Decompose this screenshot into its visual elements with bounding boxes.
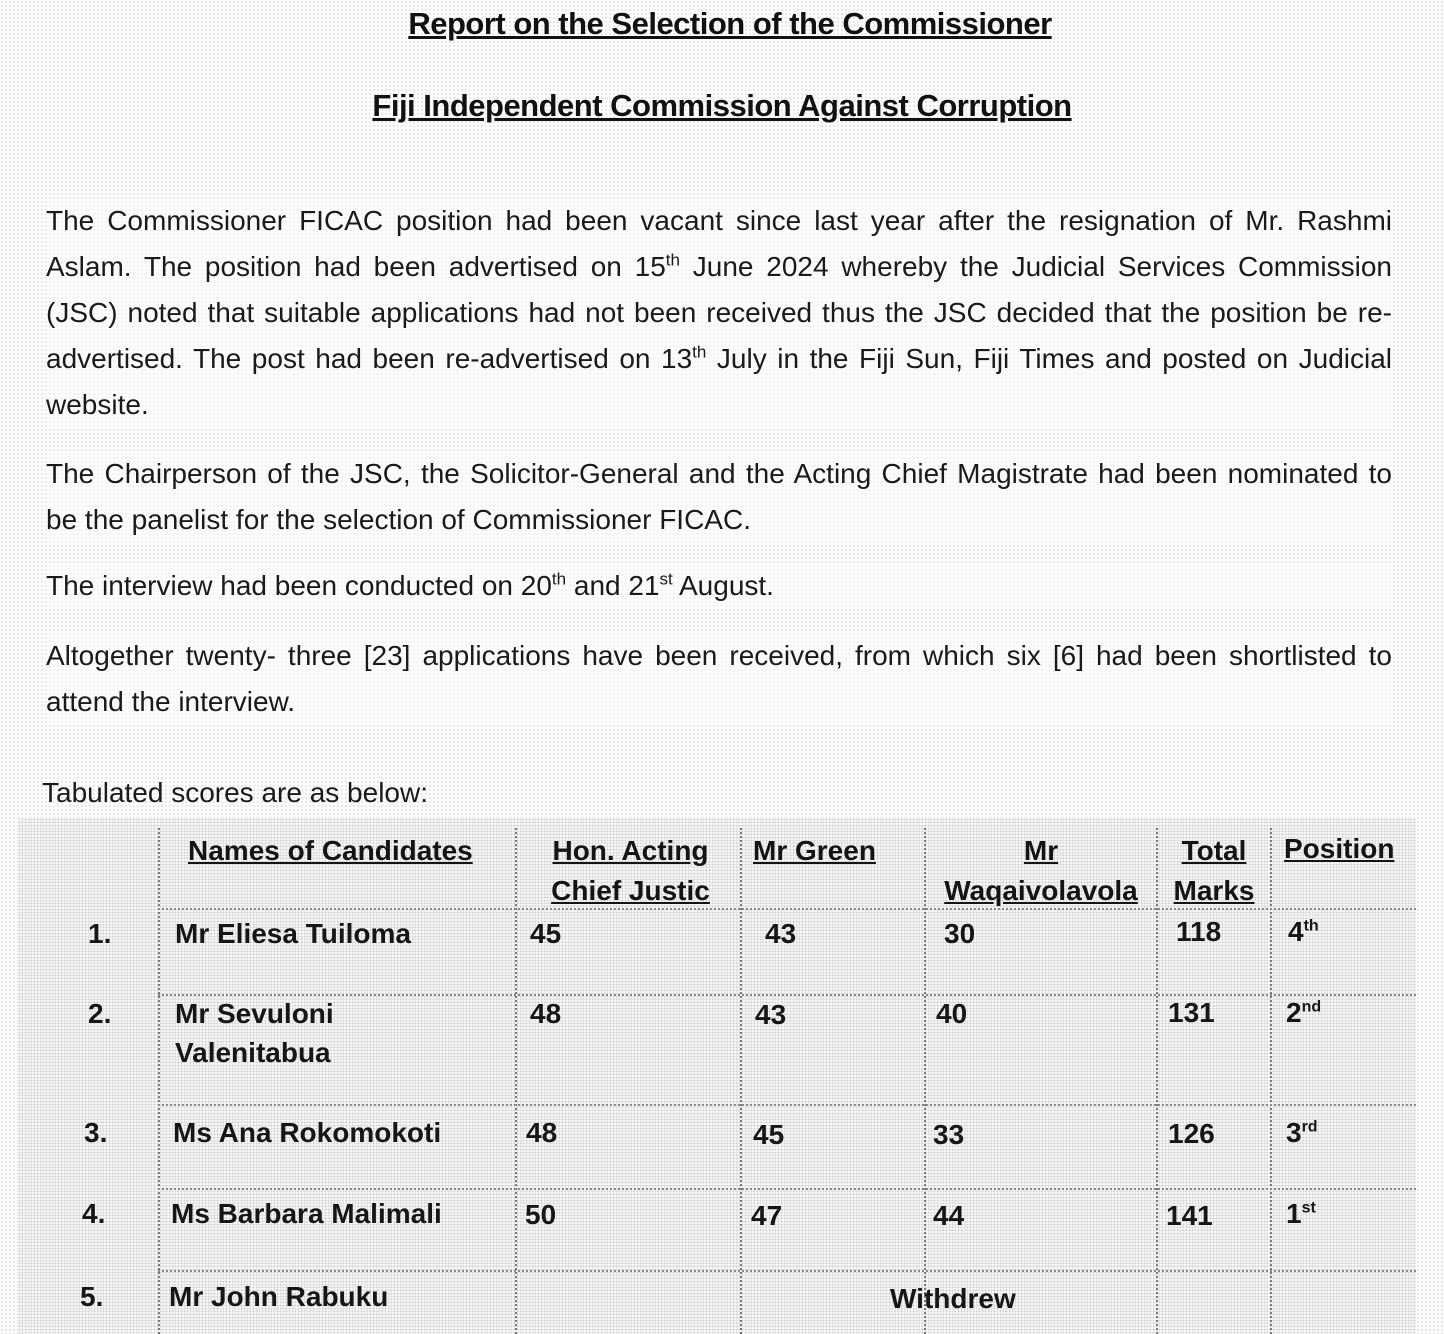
header-line: Hon. Acting bbox=[552, 835, 709, 866]
score-mr-waqaivolavola: 40 bbox=[936, 998, 968, 1029]
score-acting-chief-justice: 48 bbox=[530, 998, 562, 1029]
row-number: 3. bbox=[84, 1117, 108, 1148]
rank-number: 2 bbox=[1286, 997, 1302, 1028]
table-intro: Tabulated scores are as below: bbox=[42, 777, 428, 808]
table-divider bbox=[158, 828, 160, 1334]
paragraph-text: August. bbox=[672, 570, 774, 601]
report-title: Report on the Selection of the Commissioner bbox=[408, 6, 1052, 41]
position-rank bbox=[1286, 1113, 1318, 1152]
score-mr-green: 47 bbox=[751, 1200, 783, 1231]
paragraph-panel: The Chairperson of the JSC, the Solicitor-General and the Acting Chief Magistrate had been nominated to be the panelist for the selection of Commissioner FICAC. bbox=[46, 451, 1392, 543]
scores-table bbox=[18, 818, 1416, 1334]
header-line: Total bbox=[1181, 835, 1247, 866]
name-line: Mr Sevuloni bbox=[175, 998, 334, 1029]
paragraph-text: July in the Fiji Sun, Fiji Times and posted on Judicial website. bbox=[46, 343, 1392, 420]
table-divider bbox=[158, 1270, 1416, 1272]
position-rank bbox=[1288, 912, 1319, 951]
withdrew-status: Withdrew bbox=[890, 1283, 1016, 1314]
total-marks: 118 bbox=[1176, 916, 1222, 947]
row-number: 1. bbox=[88, 918, 112, 949]
table-divider bbox=[158, 1188, 1416, 1190]
rank-number: 1 bbox=[1286, 1198, 1302, 1229]
score-mr-waqaivolavola: 33 bbox=[933, 1119, 965, 1150]
header-line: Mr bbox=[1023, 835, 1059, 866]
table-divider bbox=[740, 828, 742, 1334]
header-line: Chief Justic bbox=[551, 875, 710, 906]
paragraph-text: The Commissioner FICAC position had been vacant since last year after the resignation of Mr. Rashmi Aslam. The position had been advertised on 15 bbox=[46, 205, 1392, 282]
position-rank bbox=[1286, 1194, 1316, 1233]
score-mr-green: 43 bbox=[765, 918, 797, 949]
header-line: Marks bbox=[1173, 875, 1255, 906]
header-line: Waqaivolavola bbox=[944, 875, 1138, 906]
paragraph-interview-dates bbox=[46, 563, 1392, 609]
rank-suffix: st bbox=[1301, 1199, 1316, 1217]
report-subtitle: Fiji Independent Commission Against Corruption bbox=[372, 88, 1072, 123]
header-position: Position bbox=[1284, 833, 1395, 864]
table-divider bbox=[1156, 828, 1158, 1334]
paragraph-vacancy bbox=[46, 198, 1392, 428]
score-acting-chief-justice: 48 bbox=[526, 1117, 558, 1148]
paragraph-applications: Altogether twenty- three [23] applications have been received, from which six [6] had been shortlisted to attend the interview. bbox=[46, 633, 1392, 725]
rank-suffix: rd bbox=[1301, 1118, 1318, 1136]
position-rank bbox=[1286, 993, 1321, 1032]
candidate-name: Mr John Rabuku bbox=[169, 1281, 389, 1312]
candidate-name bbox=[175, 994, 334, 1072]
total-marks: 126 bbox=[1168, 1118, 1215, 1149]
header-mr-green: Mr Green bbox=[753, 835, 876, 866]
total-marks: 131 bbox=[1168, 997, 1215, 1028]
superscript: th bbox=[692, 342, 707, 362]
row-number: 2. bbox=[88, 998, 112, 1029]
superscript: th bbox=[551, 569, 567, 589]
superscript: st bbox=[659, 569, 673, 589]
rank-suffix: th bbox=[1303, 917, 1319, 935]
header-mr-waqaivolavola bbox=[933, 831, 1149, 911]
header-total-marks bbox=[1164, 831, 1264, 911]
paragraph-text: The interview had been conducted on 20 bbox=[46, 570, 552, 601]
rank-number: 4 bbox=[1288, 916, 1304, 947]
superscript: th bbox=[665, 250, 680, 270]
paragraph-text: and 21 bbox=[566, 570, 660, 601]
row-number: 5. bbox=[80, 1281, 104, 1312]
score-acting-chief-justice: 50 bbox=[525, 1199, 557, 1230]
name-line: Valenitabua bbox=[175, 1037, 331, 1068]
paragraph-text: June 2024 whereby the Judicial Services Commission (JSC) noted that suitable applications had not been received thus the JSC decided that the position be re-advertised. The post had been re-advertised on 13 bbox=[46, 251, 1392, 374]
row-number: 4. bbox=[82, 1198, 106, 1229]
candidate-name: Ms Ana Rokomokoti bbox=[173, 1117, 442, 1148]
score-acting-chief-justice: 45 bbox=[530, 918, 562, 949]
table-divider bbox=[924, 828, 926, 1334]
rank-number: 3 bbox=[1286, 1117, 1302, 1148]
table-divider bbox=[1270, 828, 1272, 1334]
candidate-name: Ms Barbara Malimali bbox=[171, 1198, 442, 1229]
table-divider bbox=[158, 1104, 1416, 1106]
header-acting-chief-justice bbox=[538, 831, 723, 911]
rank-suffix: nd bbox=[1301, 998, 1322, 1016]
table-divider bbox=[515, 828, 517, 1334]
score-mr-green: 43 bbox=[755, 999, 787, 1030]
score-mr-waqaivolavola: 30 bbox=[944, 918, 976, 949]
score-mr-waqaivolavola: 44 bbox=[933, 1200, 965, 1231]
score-mr-green: 45 bbox=[753, 1119, 785, 1150]
table-divider bbox=[158, 994, 1416, 996]
candidate-name: Mr Eliesa Tuiloma bbox=[175, 918, 411, 949]
header-names: Names of Candidates bbox=[188, 835, 473, 866]
total-marks: 141 bbox=[1166, 1200, 1213, 1231]
